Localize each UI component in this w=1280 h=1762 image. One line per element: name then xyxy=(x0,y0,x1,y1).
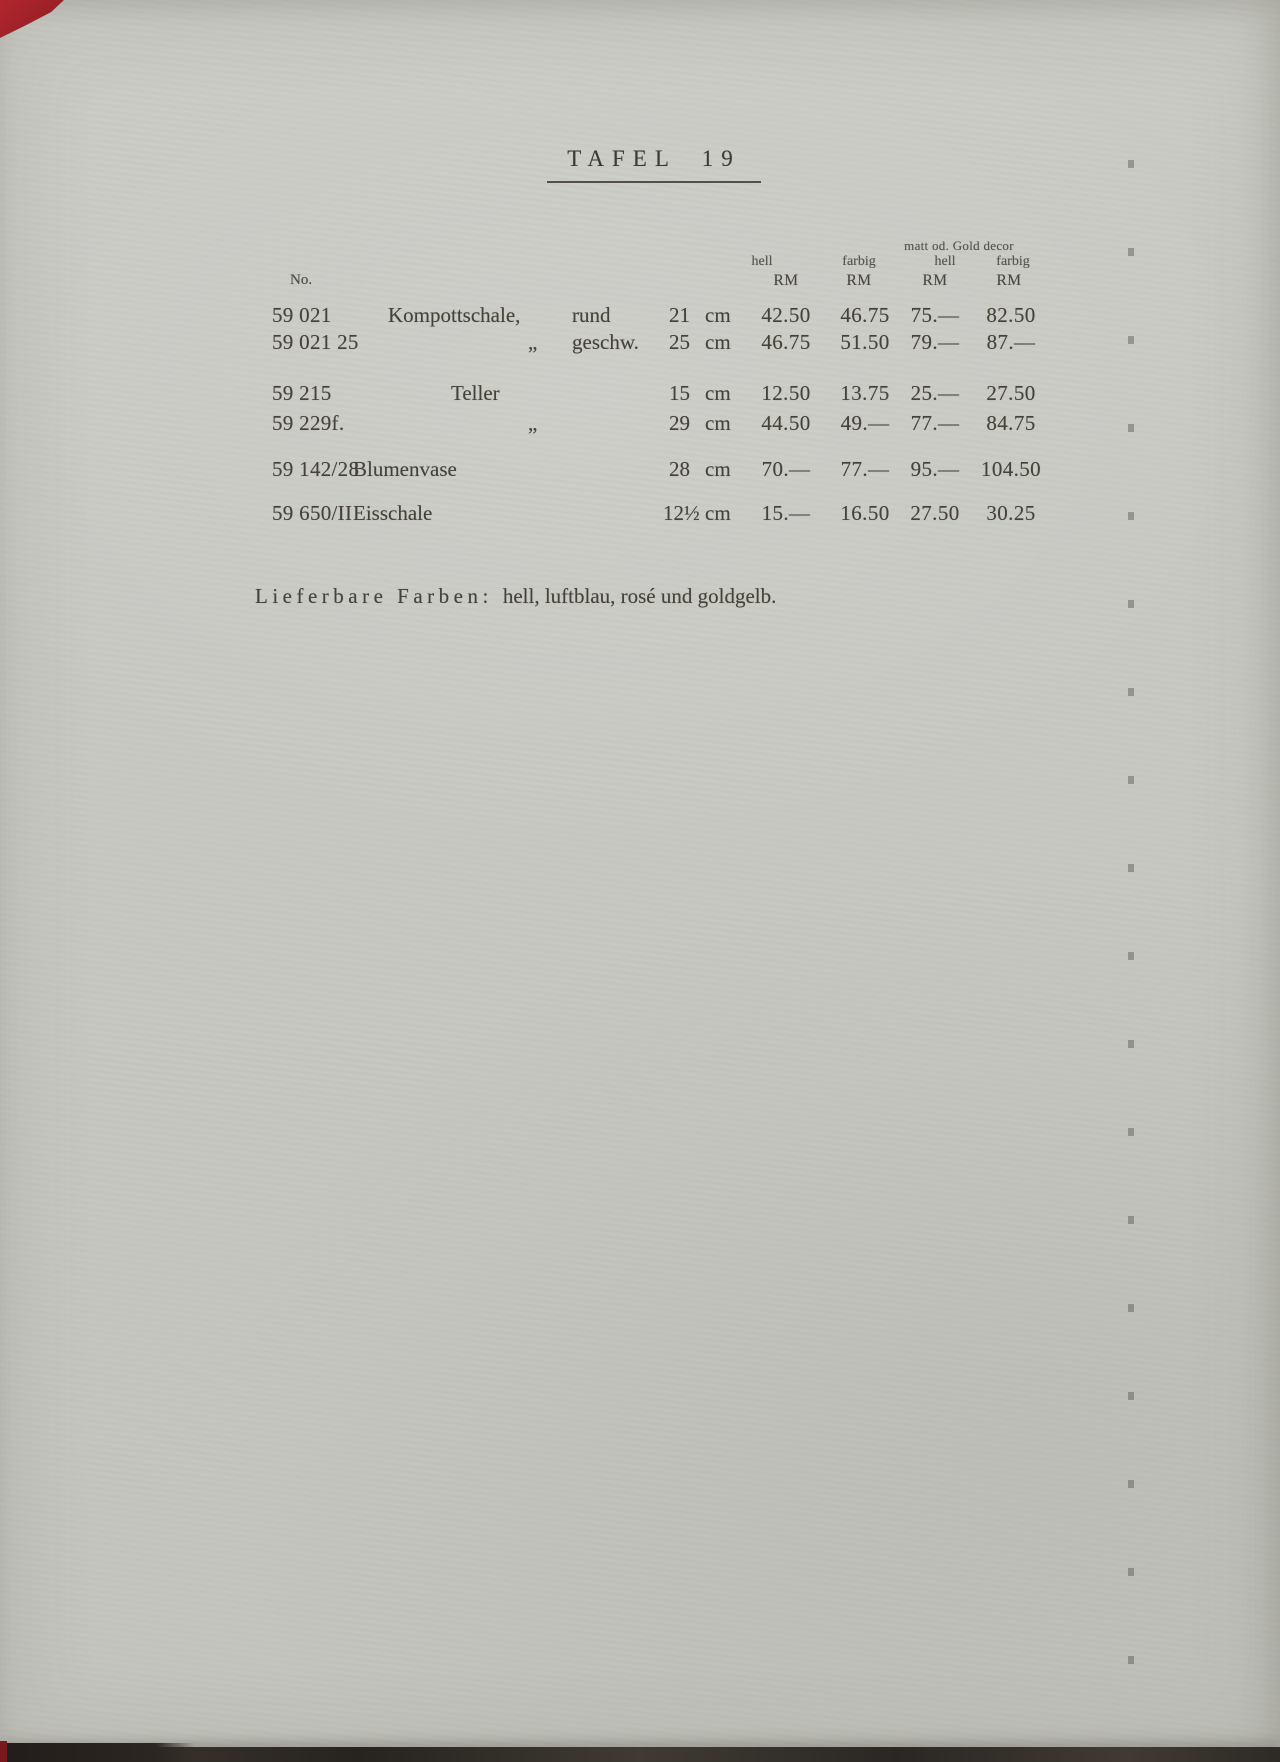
price-matt-farbig: 27.50 xyxy=(986,381,1036,405)
product-size: 29 xyxy=(669,411,690,435)
product-no: 59 215 xyxy=(272,381,332,405)
price-hell: 42.50 xyxy=(761,303,811,327)
product-size-unit: cm xyxy=(705,457,731,481)
price-matt-hell: 77.— xyxy=(910,411,960,435)
price-hell: 44.50 xyxy=(761,411,811,435)
page-bottom-edge xyxy=(0,1747,1280,1762)
rm-label-2: RM xyxy=(846,272,872,289)
product-size-unit: cm xyxy=(705,330,731,354)
price-hell: 12.50 xyxy=(761,381,811,405)
product-size: 28 xyxy=(669,457,690,481)
table-row xyxy=(245,410,1075,437)
table-row xyxy=(245,380,1075,407)
product-name: Teller xyxy=(451,381,500,405)
table-row xyxy=(245,329,1075,356)
price-matt-hell: 75.— xyxy=(910,303,960,327)
table-row xyxy=(245,456,1075,483)
product-name: Eisschale xyxy=(353,501,433,525)
footnote-text: hell, luftblau, rosé und goldgelb. xyxy=(502,584,777,608)
price-hell: 46.75 xyxy=(761,330,811,354)
product-size-unit: cm xyxy=(705,411,731,435)
product-name: Kompottschale, xyxy=(388,303,521,327)
price-farbig: 49.— xyxy=(840,411,890,435)
price-matt-farbig: 82.50 xyxy=(986,303,1036,327)
product-no: 59 021 25 xyxy=(272,330,359,354)
price-farbig: 16.50 xyxy=(840,501,890,525)
span-header-matt-gold-decor: matt od. Gold decor xyxy=(904,238,1014,253)
no-column-label: No. xyxy=(290,272,313,288)
product-variant xyxy=(555,380,663,407)
table-row xyxy=(245,302,1075,329)
price-farbig: 46.75 xyxy=(840,303,890,327)
price-matt-farbig: 87.— xyxy=(986,330,1036,354)
col-header-hell-2: hell xyxy=(934,254,956,269)
rm-label-1: RM xyxy=(773,272,799,289)
page-edge-marks xyxy=(1128,160,1134,1732)
price-matt-hell: 95.— xyxy=(910,457,960,481)
col-header-hell-1: hell xyxy=(751,254,773,269)
product-size: 25 xyxy=(669,330,690,354)
product-variant: geschw. xyxy=(572,330,639,354)
price-matt-farbig: 84.75 xyxy=(986,411,1036,435)
price-matt-hell: 79.— xyxy=(910,330,960,354)
col-header-farbig-1: farbig xyxy=(842,254,876,269)
product-name: Blumenvase xyxy=(353,457,457,481)
product-no: 59 021 xyxy=(272,303,332,327)
red-corner-artifact xyxy=(0,0,64,40)
product-size-unit: cm xyxy=(705,501,731,525)
price-matt-farbig: 30.25 xyxy=(986,501,1036,525)
ditto-mark: „ xyxy=(528,411,538,435)
table-header-columns-row xyxy=(245,253,1075,270)
product-variant xyxy=(555,456,663,483)
product-variant xyxy=(555,410,663,437)
table-header-span-row xyxy=(245,238,1075,253)
page-title-text: TAFEL 19 xyxy=(567,146,741,171)
product-variant: rund xyxy=(572,303,611,327)
product-no: 59 229f. xyxy=(272,411,345,435)
price-farbig: 51.50 xyxy=(840,330,890,354)
rm-label-4: RM xyxy=(996,272,1022,289)
product-size-unit: cm xyxy=(705,303,731,327)
product-no: 59 142/28 xyxy=(272,457,360,481)
product-variant xyxy=(555,500,663,527)
price-table xyxy=(245,238,1075,527)
product-size: 21 xyxy=(669,303,690,327)
price-hell: 15.— xyxy=(761,501,811,525)
footnote-label: Lieferbare Farben: xyxy=(255,584,493,608)
rm-label-3: RM xyxy=(922,272,948,289)
price-matt-hell: 27.50 xyxy=(910,501,960,525)
product-size-unit: cm xyxy=(705,381,731,405)
table-row xyxy=(245,500,1075,527)
price-farbig: 13.75 xyxy=(840,381,890,405)
ditto-mark: „ xyxy=(528,330,538,354)
page-title xyxy=(547,146,761,183)
footnote xyxy=(255,584,776,609)
price-hell: 70.— xyxy=(761,457,811,481)
price-matt-farbig: 104.50 xyxy=(980,457,1042,481)
table-header-rm-row xyxy=(245,270,1075,291)
product-size: 15 xyxy=(669,381,690,405)
col-header-farbig-2: farbig xyxy=(996,254,1030,269)
price-farbig: 77.— xyxy=(840,457,890,481)
price-matt-hell: 25.— xyxy=(910,381,960,405)
product-no: 59 650/II xyxy=(272,501,353,525)
product-size: 12½ xyxy=(663,501,700,525)
